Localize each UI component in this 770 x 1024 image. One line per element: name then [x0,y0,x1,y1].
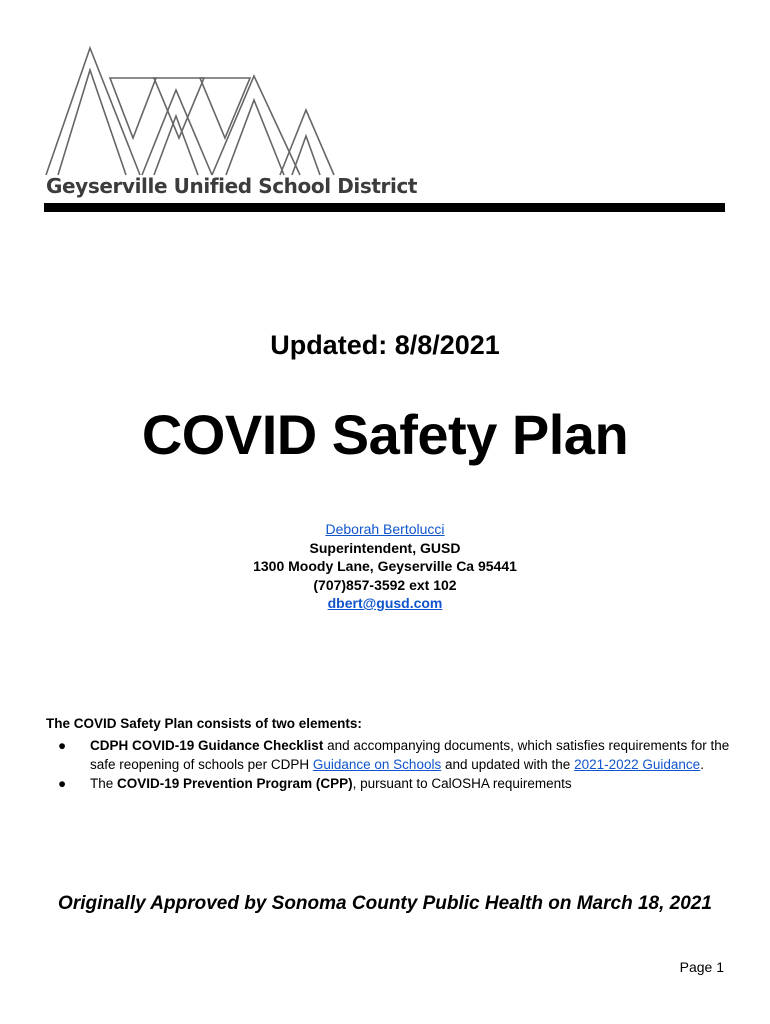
item-text: The [90,776,118,791]
list-item [46,774,736,793]
contact-email-link[interactable]: dbert@gusd.com [327,595,443,611]
contact-phone: (707)857-3592 ext 102 [313,576,457,593]
contact-name-link[interactable]: Deborah Bertolucci [325,521,445,537]
item-text: and accompanying documents, which satisfies requirements for the safe reopening of schools per CDPH [90,738,730,772]
item-text: , pursuant to CalOSHA requirements [352,776,572,791]
guidance-2021-2022-link[interactable]: 2021-2022 Guidance [574,757,701,772]
item-text: and updated with the [441,757,575,772]
contact-role: Superintendent, GUSD [309,539,461,556]
updated-date: Updated: 8/8/2021 [270,330,500,360]
elements-intro: The COVID Safety Plan consists of two elements: [46,716,362,731]
page-title: COVID Safety Plan [141,403,629,466]
page-number: Page 1 [679,959,724,975]
checklist-title: CDPH COVID-19 Guidance Checklist [90,738,324,753]
approval-statement: Originally Approved by Sonoma County Public Health on March 18, 2021 [58,893,712,914]
district-name: Geyserville Unified School District [46,174,418,198]
bullet-icon: ● [58,738,67,753]
cpp-title: COVID-19 Prevention Program (CPP) [117,776,353,791]
item-text: . [700,757,704,772]
header-rule [44,203,725,212]
bullet-icon: ● [58,776,67,791]
elements-list [46,736,736,793]
list-item [46,736,736,774]
contact-address: 1300 Moody Lane, Geyserville Ca 95441 [253,558,517,574]
guidance-on-schools-link[interactable]: Guidance on Schools [312,757,442,772]
contact-block [0,520,770,613]
